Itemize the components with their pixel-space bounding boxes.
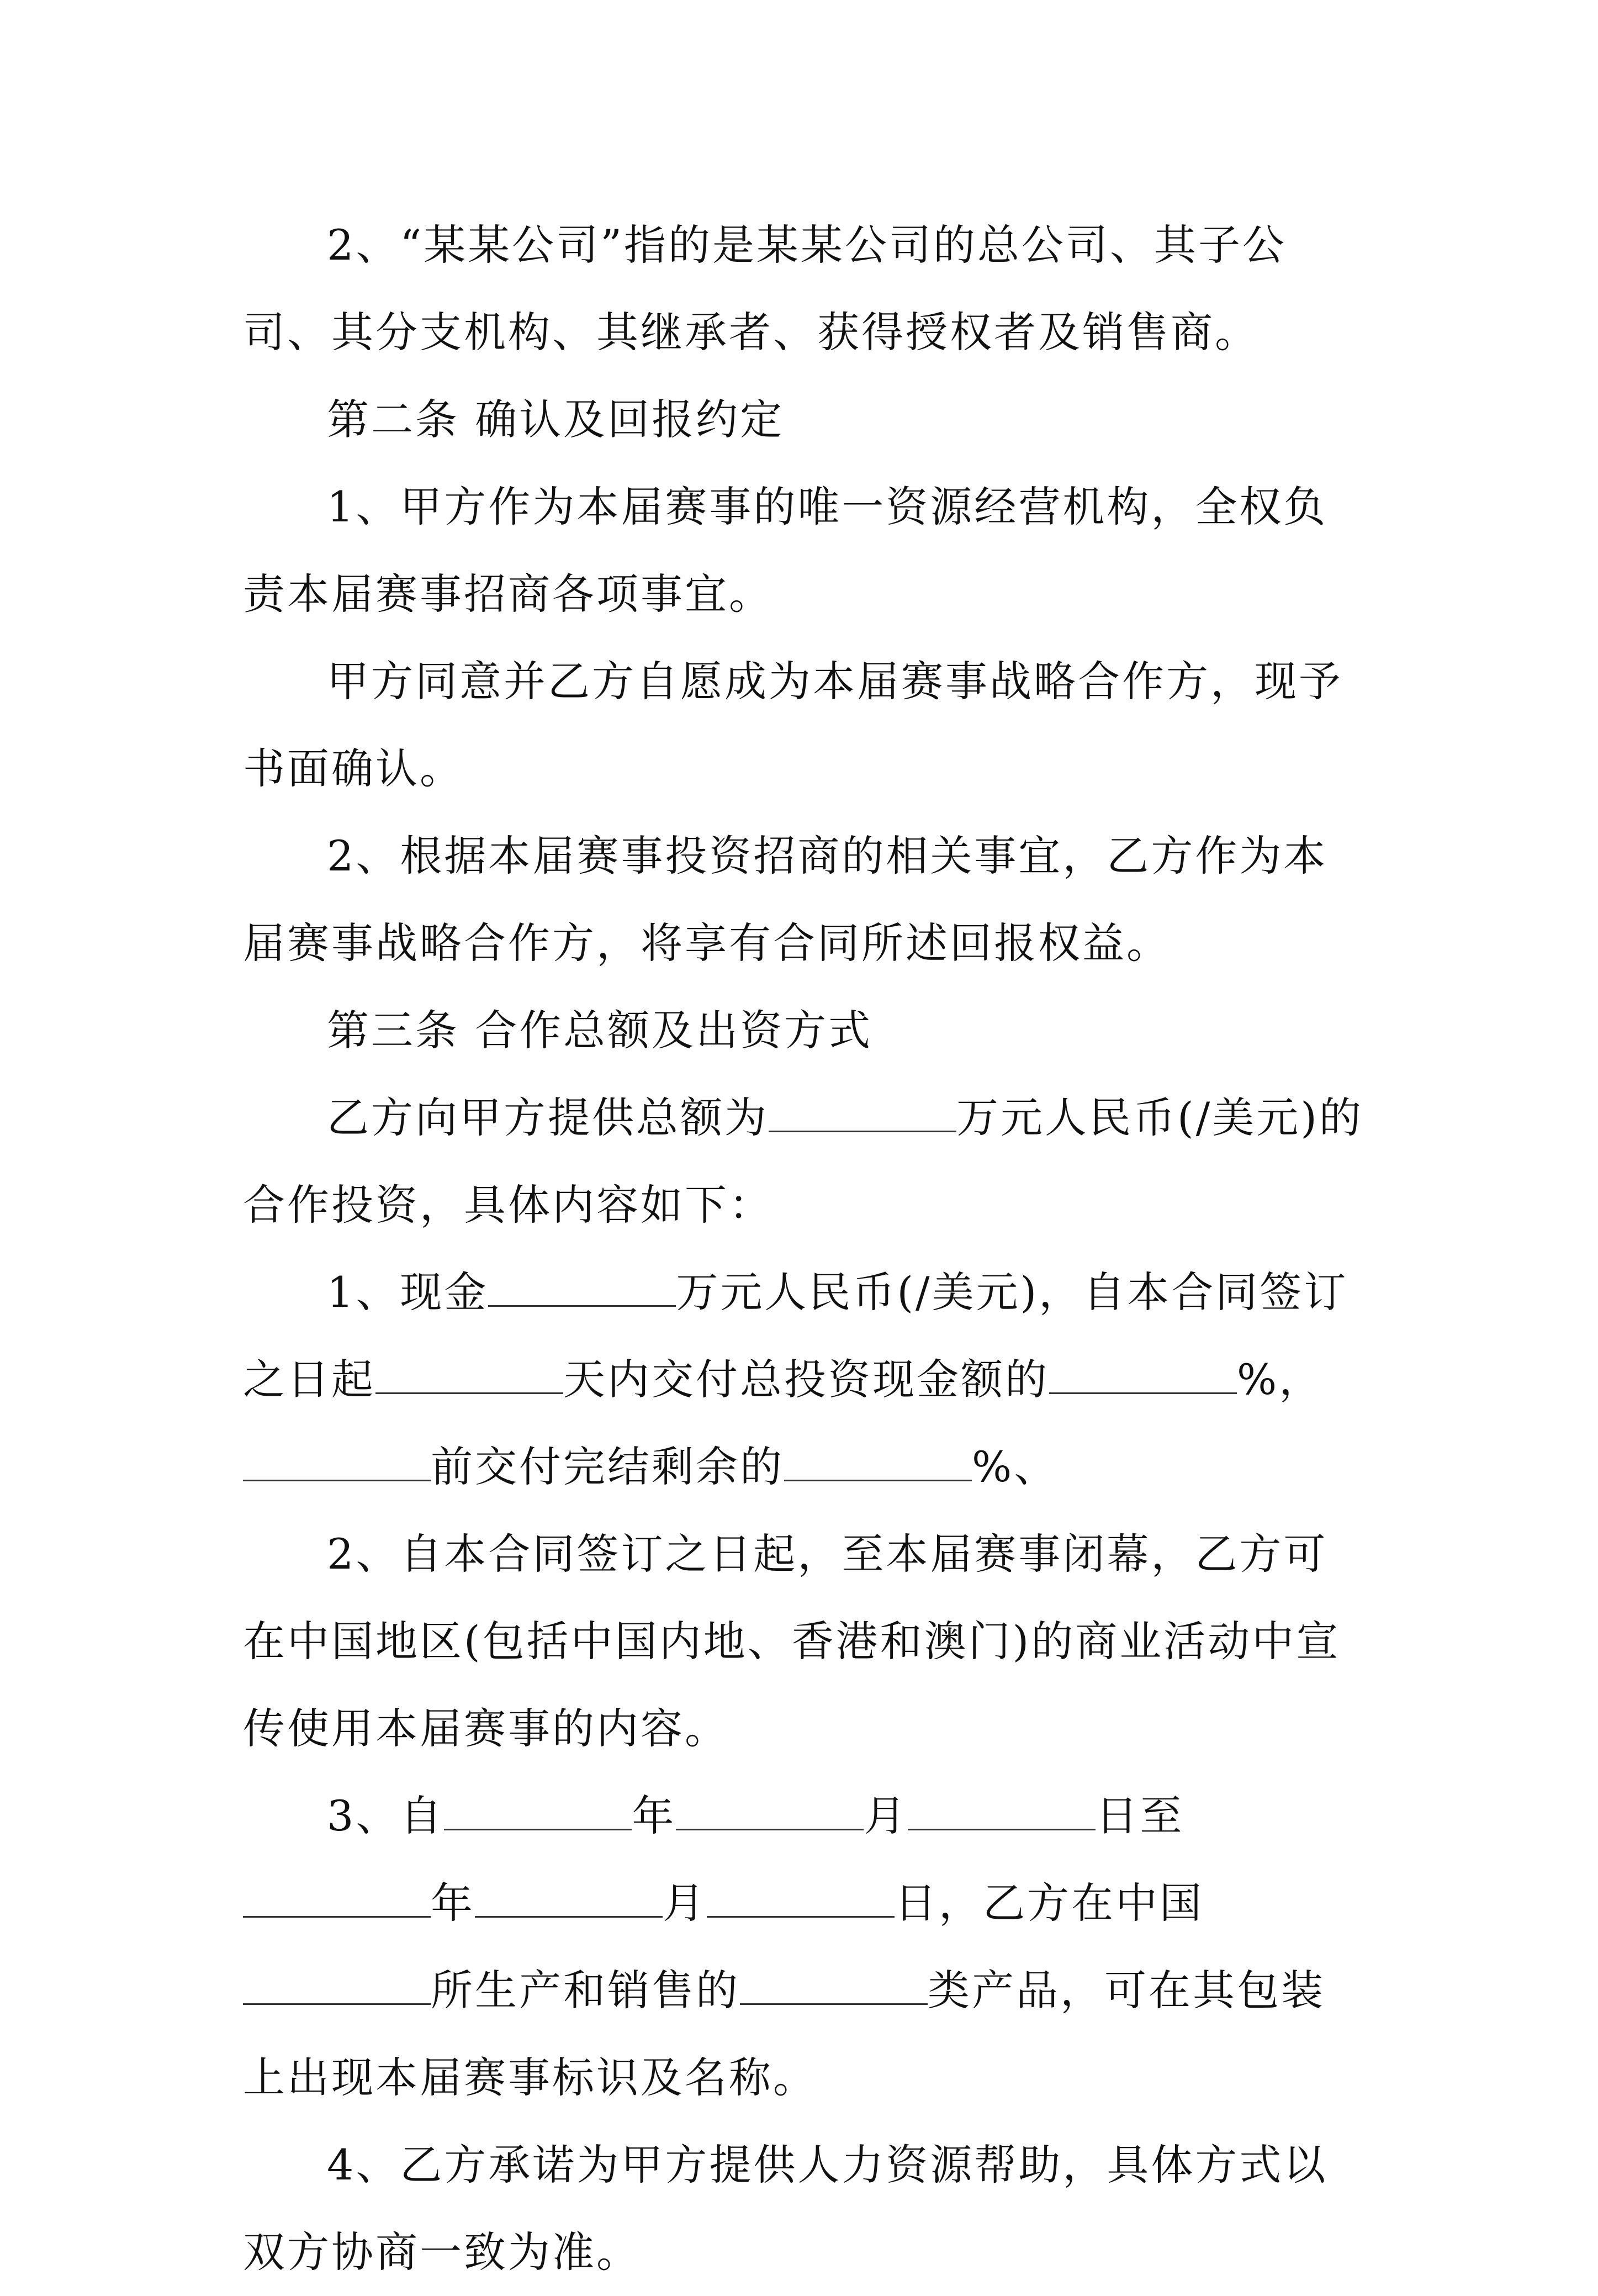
fill-in-blank-end-day[interactable] [707, 1883, 895, 1918]
text-segment: 2、“某某公司”指的是某某公司的总公司、其子公司、其分支机构、其继承者、获得授权者及销售商。 [243, 220, 1287, 357]
text-segment: 乙方向甲方提供总额为 [327, 1093, 769, 1142]
text-segment: 2、自本合同签订之日起，至本届赛事闭幕，乙方可在中国地区(包括中国内地、香港和澳门)的商业活动中宣传使用本届赛事的内容。 [243, 1529, 1341, 1753]
article-2-heading [243, 376, 1364, 463]
text-segment: 天内交付总投资现金额的 [563, 1355, 1049, 1404]
paragraph-total-investment [243, 1074, 1364, 1249]
text-segment: 4、乙方承诺为甲方提供人力资源帮助，具体方式以双方协商一致为准。 [243, 2140, 1328, 2277]
text-segment: 前交付完结剩余的 [431, 1442, 784, 1491]
contract-body [243, 202, 1364, 2296]
fill-in-blank-start-day[interactable] [908, 1796, 1096, 1830]
fill-in-blank-region[interactable] [243, 1970, 431, 2005]
text-segment: 2、根据本届赛事投资招商的相关事宜，乙方作为本届赛事战略合作方，将享有合同所述回报权益。 [243, 831, 1328, 968]
text-segment: 所生产和销售的 [431, 1966, 740, 2015]
paragraph-article2-item2 [243, 812, 1364, 987]
text-segment: 3、自 [327, 1791, 445, 1840]
paragraph-article2-item1 [243, 463, 1364, 638]
text-segment: 日，乙方在中国 [895, 1878, 1204, 1928]
text-segment: 万元人民币(/美元)，自本合同签订之日起 [243, 1268, 1348, 1404]
text-segment: 月 [864, 1791, 908, 1840]
text-segment: 年 [431, 1878, 475, 1928]
paragraph-cash-item [243, 1249, 1364, 1511]
fill-in-blank-start-year[interactable] [444, 1796, 632, 1830]
fill-in-blank-start-month[interactable] [676, 1796, 864, 1830]
text-segment: 1、现金 [327, 1268, 489, 1317]
text-segment: 1、甲方作为本届赛事的唯一资源经营机构，全权负责本届赛事招商各项事宜。 [243, 482, 1328, 619]
text-segment: 第三条 合作总额及出资方式 [327, 1006, 873, 1055]
text-segment: 月 [663, 1878, 707, 1928]
fill-in-blank-total-amount[interactable] [769, 1097, 956, 1132]
text-segment: %、 [972, 1442, 1059, 1491]
paragraph-promotion-rights [243, 1511, 1364, 1772]
text-segment: %， [1237, 1355, 1324, 1404]
paragraph-packaging-rights [243, 1772, 1364, 2121]
fill-in-blank-cash-amount[interactable] [488, 1272, 676, 1307]
fill-in-blank-product-category[interactable] [740, 1970, 928, 2005]
fill-in-blank-remaining-percent[interactable] [784, 1447, 972, 1481]
text-segment: 类产品，可在其包装上出现本届赛事标识及名称。 [243, 1966, 1325, 2102]
text-segment: 万元人民币(/美元)的合作投资，具体内容如下： [243, 1093, 1363, 1229]
fill-in-blank-deadline[interactable] [243, 1447, 431, 1481]
text-segment: 甲方同意并乙方自愿成为本届赛事战略合作方，现予书面确认。 [243, 657, 1343, 793]
article-3-heading [243, 987, 1364, 1074]
fill-in-blank-first-percent[interactable] [1049, 1359, 1237, 1394]
fill-in-blank-days[interactable] [375, 1359, 563, 1394]
text-segment: 年 [632, 1791, 676, 1840]
paragraph-hr-support [243, 2121, 1364, 2296]
paragraph-definition-company [243, 202, 1364, 376]
paragraph-confirmation [243, 638, 1364, 812]
text-segment: 日至 [1096, 1791, 1184, 1840]
text-segment: 第二条 确认及回报约定 [327, 395, 785, 444]
fill-in-blank-end-month[interactable] [475, 1883, 663, 1918]
fill-in-blank-end-year[interactable] [243, 1883, 431, 1918]
